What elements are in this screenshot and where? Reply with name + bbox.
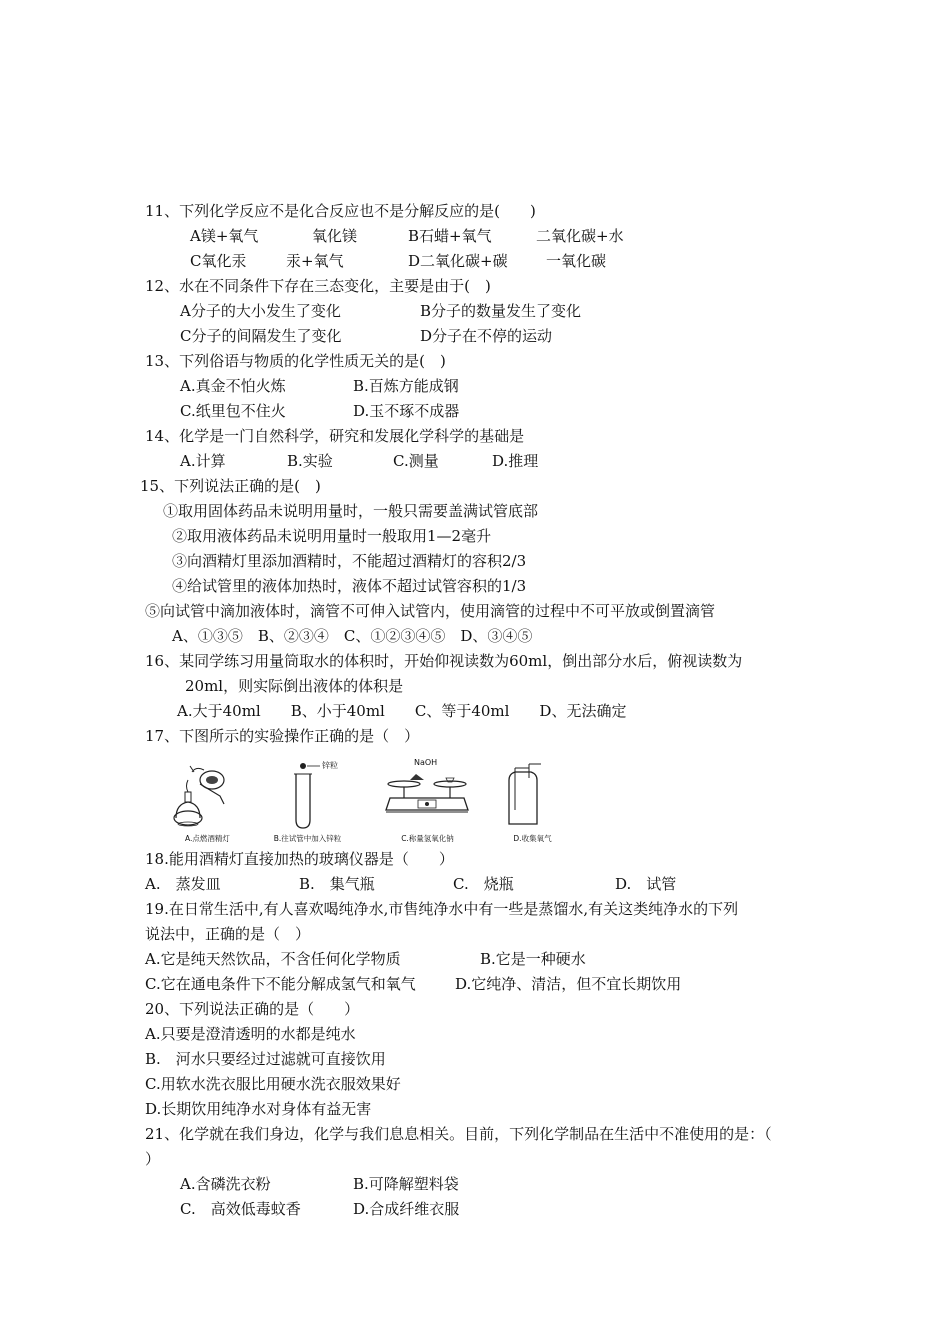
q15-statement-5: ⑤向试管中滴加液体时，滴管不可伸入试管内，使用滴管的过程中不可平放或倒置滴管 xyxy=(145,602,716,620)
q18-option-c: C. 烧瓶 xyxy=(453,875,514,893)
q11-option-c-product: 汞+氧气 xyxy=(286,252,344,270)
q11-option-d-reactants: D二氧化碳+碳 xyxy=(408,252,508,270)
q20-stem: 20、下列说法正确的是（ ） xyxy=(145,1000,360,1018)
q21-stem-line-2: ） xyxy=(145,1150,161,1168)
q14-option-b: B.实验 xyxy=(287,452,333,470)
q14-option-d: D.推理 xyxy=(492,452,539,470)
figure-c-weighing-naoh xyxy=(380,758,475,844)
q18-option-a: A. 蒸发皿 xyxy=(145,875,221,893)
q18-option-d: D. 试管 xyxy=(615,875,677,893)
figure-b-caption: B.往试管中加入锌粒 xyxy=(273,834,342,843)
q19-option-b: B.它是一种硬水 xyxy=(480,950,586,968)
q14-option-c: C.测量 xyxy=(393,452,439,470)
q20-option-d: D.长期饮用纯净水对身体有益无害 xyxy=(145,1100,372,1118)
q15-options: A、①③⑤ B、②③④ C、①②③④⑤ D、③④⑤ xyxy=(172,627,533,645)
figure-b-adding-zinc xyxy=(260,758,355,844)
figure-b-zinc-label: 锌粒 xyxy=(322,761,338,770)
q11-stem: 11、下列化学反应不是化合反应也不是分解反应的是( ) xyxy=(145,202,536,220)
q11-option-a-reactants: A镁+氧气 xyxy=(190,227,259,245)
q15-stem: 15、下列说法正确的是( ) xyxy=(140,477,321,495)
gas-bottle-icon xyxy=(485,758,580,844)
q11-option-b-reactants: B石蜡+氧气 xyxy=(408,227,492,245)
q13-stem: 13、下列俗语与物质的化学性质无关的是( ) xyxy=(145,352,446,370)
q11-option-c-reactants: C氧化汞 xyxy=(190,252,247,270)
q20-option-c: C.用软水洗衣服比用硬水洗衣服效果好 xyxy=(145,1075,401,1093)
q15-statement-1: ①取用固体药品未说明用量时，一般只需要盖满试管底部 xyxy=(163,502,539,520)
figure-a-caption: A.点燃酒精灯 xyxy=(185,834,230,843)
q19-option-a: A.它是纯天然饮品，不含任何化学物质 xyxy=(145,950,401,968)
test-tube-icon xyxy=(260,758,355,844)
q14-option-a: A.计算 xyxy=(180,452,226,470)
q12-option-c: C分子的间隔发生了变化 xyxy=(180,327,342,345)
q16-stem-line-1: 16、某同学练习用量筒取水的体积时，开始仰视读数为60ml，倒出部分水后，俯视读数为 xyxy=(145,652,743,670)
q16-stem-line-2: 20ml，则实际倒出液体的体积是 xyxy=(185,677,404,695)
figure-a-lighting-lamp xyxy=(160,758,255,844)
alcohol-lamp-icon xyxy=(160,758,255,844)
q14-stem: 14、化学是一门自然科学，研究和发展化学科学的基础是 xyxy=(145,427,525,445)
q12-option-a: A分子的大小发生了变化 xyxy=(180,302,341,320)
q15-statement-4: ④给试管里的液体加热时，液体不超过试管容积的1/3 xyxy=(172,577,527,595)
q21-option-d: D.合成纤维衣服 xyxy=(353,1200,460,1218)
q13-option-d: D.玉不琢不成器 xyxy=(353,402,460,420)
q21-stem-line-1: 21、化学就在我们身边，化学与我们息息相关。目前，下列化学制品在生活中不准使用的是：（ xyxy=(145,1125,772,1143)
q15-statement-3: ③向酒精灯里添加酒精时，不能超过酒精灯的容积2/3 xyxy=(172,552,527,570)
q12-option-d: D分子在不停的运动 xyxy=(420,327,553,345)
q15-statement-2: ②取用液体药品未说明用量时一般取用1—2毫升 xyxy=(172,527,492,545)
q20-option-a: A.只要是澄清透明的水都是纯水 xyxy=(145,1025,356,1043)
q17-experiment-figure xyxy=(160,758,560,844)
q12-stem: 12、水在不同条件下存在三态变化，主要是由于( ) xyxy=(145,277,491,295)
q11-option-b-product: 二氧化碳+水 xyxy=(536,227,624,245)
q18-option-b: B. 集气瓶 xyxy=(299,875,375,893)
q17-stem: 17、下图所示的实验操作正确的是（ ） xyxy=(145,727,420,745)
figure-c-caption: C.称量氢氧化钠 xyxy=(401,834,454,843)
q21-option-b: B.可降解塑料袋 xyxy=(353,1175,459,1193)
q19-option-c: C.它在通电条件下不能分解成氢气和氧气 xyxy=(145,975,416,993)
q13-option-b: B.百炼方能成钢 xyxy=(353,377,459,395)
figure-d-caption: D.收集氧气 xyxy=(513,834,552,843)
q21-option-c: C. 高效低毒蚊香 xyxy=(180,1200,301,1218)
q11-option-d-product: 一氧化碳 xyxy=(546,252,607,270)
q21-option-a: A.含磷洗衣粉 xyxy=(180,1175,271,1193)
figure-d-collecting-oxygen xyxy=(485,758,580,844)
q11-option-a-product: 氧化镁 xyxy=(312,227,358,245)
q13-option-a: A.真金不怕火炼 xyxy=(180,377,286,395)
q19-stem-line-2: 说法中，正确的是（ ） xyxy=(145,925,311,943)
q18-stem: 18.能用酒精灯直接加热的玻璃仪器是（ ） xyxy=(145,850,454,868)
q19-stem-line-1: 19.在日常生活中,有人喜欢喝纯净水,市售纯净水中有一些是蒸馏水,有关这类纯净水的下列 xyxy=(145,900,739,918)
q12-option-b: B分子的数量发生了变化 xyxy=(420,302,582,320)
figure-c-naoh-label: NaOH xyxy=(414,758,438,767)
q19-option-d: D.它纯净、清洁，但不宜长期饮用 xyxy=(455,975,682,993)
q16-options: A.大于40ml B、小于40ml C、等于40ml D、无法确定 xyxy=(177,702,627,720)
q20-option-b: B. 河水只要经过过滤就可直接饮用 xyxy=(145,1050,386,1068)
q13-option-c: C.纸里包不住火 xyxy=(180,402,286,420)
balance-scale-icon xyxy=(380,758,475,844)
